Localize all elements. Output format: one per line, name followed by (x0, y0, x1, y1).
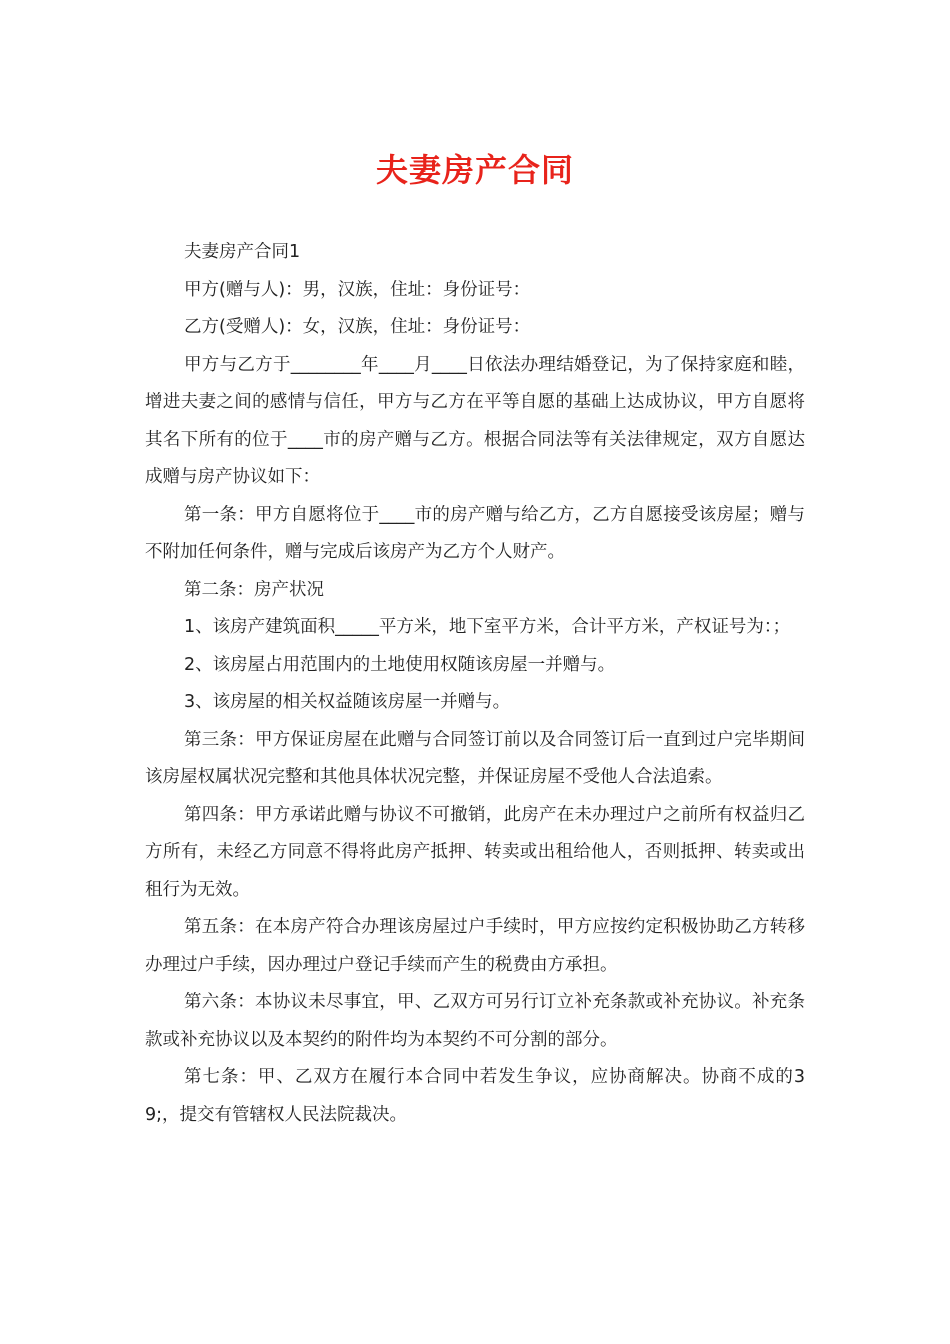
document-body (145, 234, 805, 1134)
paragraph-party-a: 甲方(赠与人)：男，汉族，住址：身份证号： (184, 279, 531, 300)
paragraph-article-3: 第三条：甲方保证房屋在此赠与合同签订前以及合同签订后一直到过户完毕期间该房屋权属状况完整和其他具体状况完整，并保证房屋不受他人合法追索。 (145, 729, 805, 787)
document-title: 夫妻房产合同 (375, 151, 574, 189)
paragraph-party-b: 乙方(受赠人)：女，汉族，住址：身份证号： (184, 317, 531, 337)
paragraph-preamble: 甲方与乙方于________年____月____日依法办理结婚登记，为了保持家庭和睦，增进夫妻之间的感情与信任，甲方与乙方在平等自愿的基础上达成协议，甲方自愿将其名下所有的位于____市的房产赠与乙方。根据合同法等有关法律规定，双方自愿达成赠与房产协议如下： (145, 354, 805, 487)
paragraph-article-1: 第一条：甲方自愿将位于____市的房产赠与给乙方，乙方自愿接受该房屋；赠与不附加任何条件，赠与完成后该房产为乙方个人财产。 (145, 504, 805, 562)
paragraph-article-2-item-2: 2、该房屋占用范围内的土地使用权随该房屋一并赠与。 (184, 654, 616, 675)
paragraph-article-2-item-3: 3、该房屋的相关权益随该房屋一并赠与。 (184, 692, 511, 712)
paragraph-heading: 夫妻房产合同1 (184, 242, 301, 262)
paragraph-article-2-item-1: 1、该房产建筑面积_____平方米，地下室平方米，合计平方米，产权证号为：； (184, 617, 791, 637)
paragraph-article-5: 第五条：在本房产符合办理该房屋过户手续时，甲方应按约定积极协助乙方转移办理过户手续，因办理过户登记手续而产生的税费由方承担。 (145, 917, 805, 975)
paragraph-article-2: 第二条：房产状况 (184, 579, 324, 600)
paragraph-article-6: 第六条：本协议未尽事宜，甲、乙双方可另行订立补充条款或补充协议。补充条款或补充协议以及本契约的附件均为本契约不可分割的部分。 (145, 992, 805, 1050)
paragraph-article-7: 第七条：甲、乙双方在履行本合同中若发生争议，应协商解决。协商不成的39;，提交有管辖权人民法院裁决。 (145, 1067, 805, 1125)
paragraph-article-4: 第四条：甲方承诺此赠与协议不可撤销，此房产在未办理过户之前所有权益归乙方所有，未经乙方同意不得将此房产抵押、转卖或出租给他人，否则抵押、转卖或出租行为无效。 (145, 804, 805, 900)
